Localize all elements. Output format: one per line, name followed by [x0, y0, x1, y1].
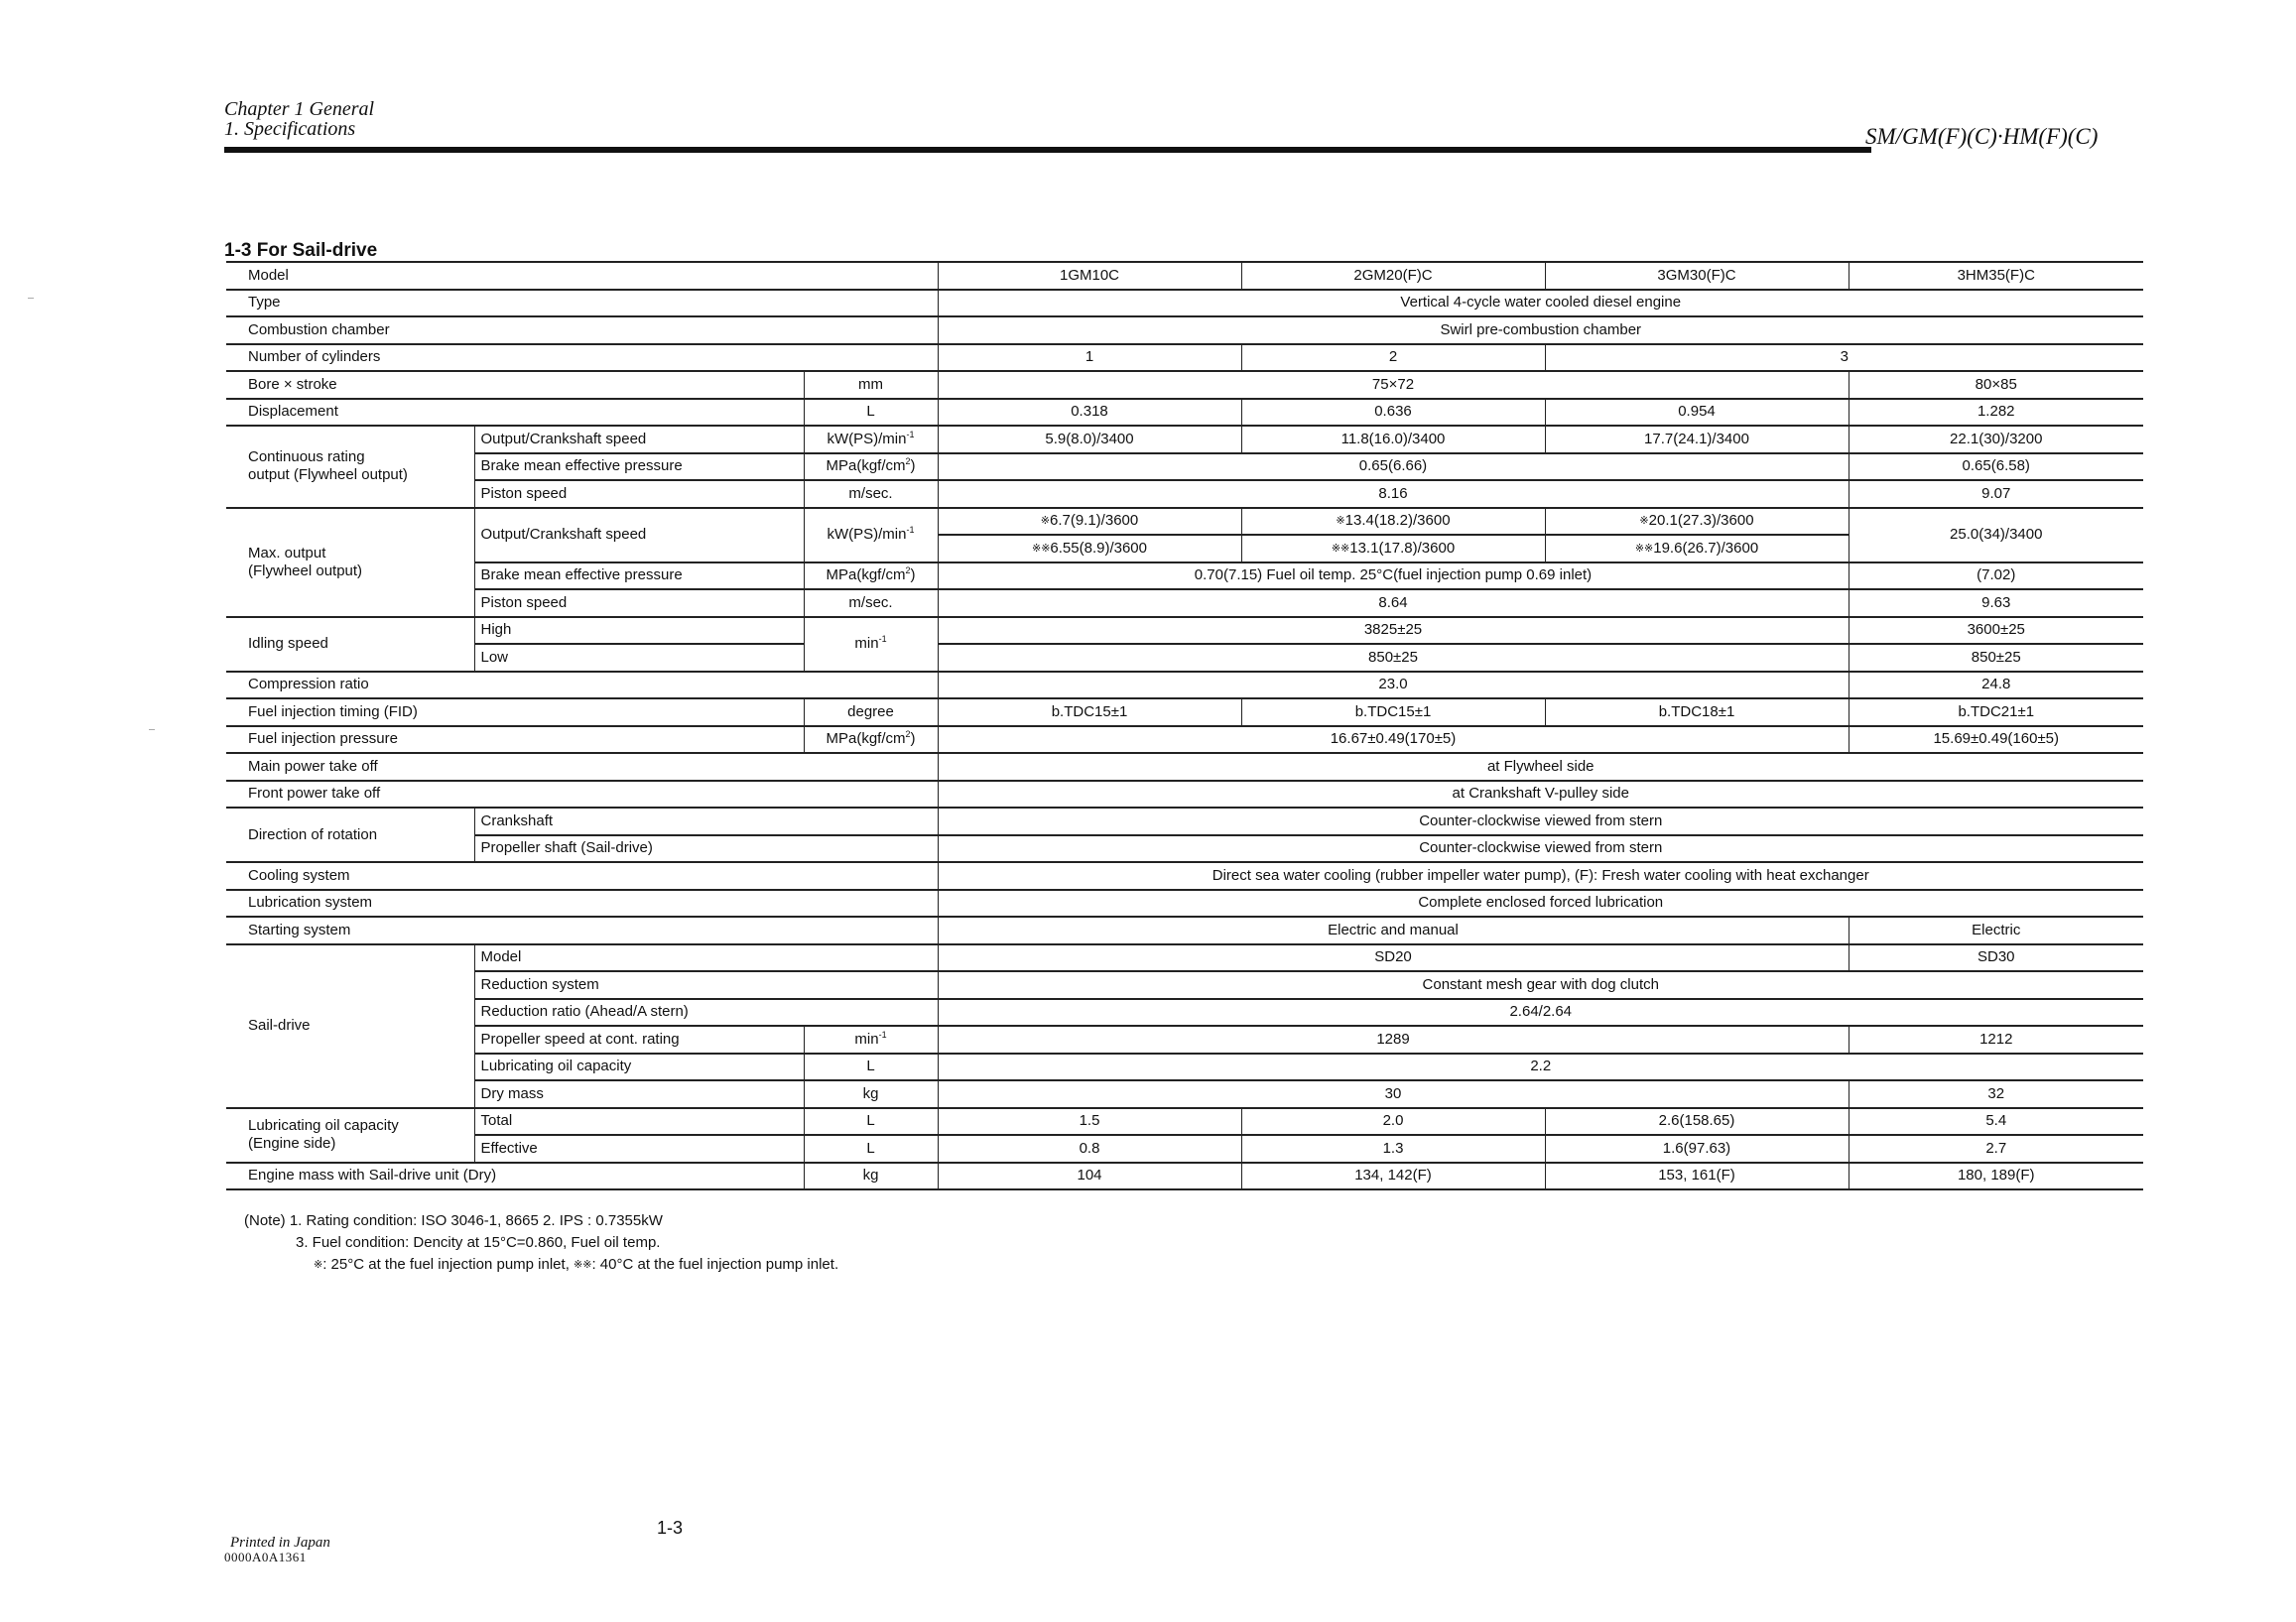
- header-rule: [224, 147, 1871, 153]
- group-label: [226, 1108, 474, 1163]
- chapter-header: [224, 99, 374, 139]
- cell-value: Direct sea water cooling (rubber impeller water pump), (F): Fresh water cooling with heat exchanger: [938, 862, 2143, 890]
- cell-value: Counter-clockwise viewed from stern: [938, 808, 2143, 835]
- table-row: [226, 262, 2143, 290]
- cell-value: at Flywheel side: [938, 753, 2143, 781]
- row-label: Compression ratio: [226, 672, 938, 699]
- group-label: Idling speed: [226, 617, 474, 672]
- cell-value: 80×85: [1849, 371, 2143, 399]
- cell-value: 2.6(158.65): [1545, 1108, 1849, 1136]
- unit: L: [804, 1108, 938, 1136]
- row-label: Combustion chamber: [226, 316, 938, 344]
- sub-label: Output/Crankshaft speed: [474, 426, 804, 453]
- note-line-3: ※: 25°C at the fuel injection pump inlet, ※※: 40°C at the fuel injection pump inlet.: [314, 1256, 839, 1273]
- group-label: [226, 426, 474, 508]
- sub-label: Lubricating oil capacity: [474, 1054, 804, 1081]
- unit: kg: [804, 1080, 938, 1108]
- table-row: [226, 562, 2143, 590]
- group-label: Direction of rotation: [226, 808, 474, 862]
- sub-label: Dry mass: [474, 1080, 804, 1108]
- cell-value: 8.16: [938, 480, 1849, 508]
- table-row: [226, 726, 2143, 754]
- cell-value: 1.3: [1241, 1135, 1545, 1163]
- cell-value: 5.9(8.0)/3400: [938, 426, 1241, 453]
- table-row: [226, 371, 2143, 399]
- cell-value: 1.282: [1849, 399, 2143, 427]
- note-line-2: 3. Fuel condition: Dencity at 15°C=0.860, Fuel oil temp.: [296, 1234, 661, 1251]
- table-row: [226, 316, 2143, 344]
- cell-value: Counter-clockwise viewed from stern: [938, 835, 2143, 863]
- margin-mark: [149, 729, 155, 730]
- cell-value: 104: [938, 1163, 1241, 1190]
- printed-in-label: Printed in Japan: [230, 1535, 330, 1551]
- cell-value: 23.0: [938, 672, 1849, 699]
- sub-label: Reduction system: [474, 971, 938, 999]
- cell-value: Vertical 4-cycle water cooled diesel engine: [938, 290, 2143, 317]
- table-row: [226, 1054, 2143, 1081]
- note-line-1: (Note) 1. Rating condition: ISO 3046-1, 8665 2. IPS : 0.7355kW: [244, 1212, 663, 1229]
- unit: L: [804, 1135, 938, 1163]
- cell-value: 8.64: [938, 589, 1849, 617]
- unit: m/sec.: [804, 480, 938, 508]
- unit: $kW(PS)/\min^{-1}$: [804, 426, 938, 453]
- cell-value: 850±25: [1849, 644, 2143, 672]
- section-heading: 1-3 For Sail-drive: [224, 240, 378, 261]
- table-row: [226, 1163, 2143, 1190]
- unit: $\min^{-1}$: [804, 617, 938, 672]
- cell-value: 9.07: [1849, 480, 2143, 508]
- table-row: [226, 753, 2143, 781]
- cell-value: b.TDC21±1: [1849, 698, 2143, 726]
- cell-value: Constant mesh gear with dog clutch: [938, 971, 2143, 999]
- table-row: [226, 399, 2143, 427]
- unit: $kW(PS)/\min^{-1}$: [804, 508, 938, 562]
- unit: $MPa(kgf/cm^2)$: [804, 453, 938, 481]
- row-label: Engine mass with Sail-drive unit (Dry): [226, 1163, 804, 1190]
- row-label: Starting system: [226, 917, 938, 944]
- sub-label: Brake mean effective pressure: [474, 562, 804, 590]
- sub-label: Piston speed: [474, 480, 804, 508]
- cell-value: 134, 142(F): [1241, 1163, 1545, 1190]
- sub-label: Total: [474, 1108, 804, 1136]
- table-row: [226, 835, 2143, 863]
- table-row: [226, 617, 2143, 645]
- group-label: [226, 508, 474, 617]
- cell-value: 11.8(16.0)/3400: [1241, 426, 1545, 453]
- sub-label: Propeller shaft (Sail-drive): [474, 835, 938, 863]
- table-row: [226, 698, 2143, 726]
- cell-value: 1.5: [938, 1108, 1241, 1136]
- cell-value: Complete enclosed forced lubrication: [938, 890, 2143, 918]
- sub-label: Output/Crankshaft speed: [474, 508, 804, 562]
- row-label: Fuel injection pressure: [226, 726, 804, 754]
- cell-value: 1289: [938, 1026, 1849, 1054]
- sub-label: Piston speed: [474, 589, 804, 617]
- cell-value: (7.02): [1849, 562, 2143, 590]
- unit: mm: [804, 371, 938, 399]
- cell-value: ※※6.55(8.9)/3600: [938, 535, 1241, 562]
- cell-value: 0.636: [1241, 399, 1545, 427]
- cell-value: 75×72: [938, 371, 1849, 399]
- spec-table: [226, 261, 2143, 1190]
- cell-value: Swirl pre-combustion chamber: [938, 316, 2143, 344]
- table-row: [226, 589, 2143, 617]
- cell-value: 1.6(97.63): [1545, 1135, 1849, 1163]
- model-3hm35fc: 3HM35(F)C: [1849, 262, 2143, 290]
- cell-value: 3600±25: [1849, 617, 2143, 645]
- table-row: [226, 426, 2143, 453]
- group-label-line: (Flywheel output): [248, 561, 363, 579]
- cell-value: b.TDC15±1: [938, 698, 1241, 726]
- cell-value: 17.7(24.1)/3400: [1545, 426, 1849, 453]
- row-label: Model: [226, 262, 938, 290]
- row-label: Front power take off: [226, 781, 938, 809]
- sub-label: Effective: [474, 1135, 804, 1163]
- page-number: 1-3: [657, 1518, 684, 1538]
- cell-value: ※※19.6(26.7)/3600: [1545, 535, 1849, 562]
- cell-value: 0.70(7.15) Fuel oil temp. 25°C(fuel injection pump 0.69 inlet): [938, 562, 1849, 590]
- unit: $MPa(kgf/cm^2)$: [804, 726, 938, 754]
- unit: m/sec.: [804, 589, 938, 617]
- cell-value: 0.318: [938, 399, 1241, 427]
- table-row: [226, 672, 2143, 699]
- cell-value: ※6.7(9.1)/3600: [938, 508, 1241, 536]
- row-label: Lubrication system: [226, 890, 938, 918]
- table-row: [226, 890, 2143, 918]
- group-label-line: Continuous rating: [248, 448, 365, 466]
- cell-value: 3825±25: [938, 617, 1849, 645]
- cell-value: 32: [1849, 1080, 2143, 1108]
- table-row: [226, 1080, 2143, 1108]
- cell-value: Electric: [1849, 917, 2143, 944]
- cell-value: ※※13.1(17.8)/3600: [1241, 535, 1545, 562]
- cell-value: 153, 161(F): [1545, 1163, 1849, 1190]
- cell-value: 30: [938, 1080, 1849, 1108]
- table-row: [226, 944, 2143, 972]
- document-code: 0000A0A1361: [224, 1550, 307, 1564]
- cell-value: 0.65(6.58): [1849, 453, 2143, 481]
- cell-value: 16.67±0.49(170±5): [938, 726, 1849, 754]
- unit: degree: [804, 698, 938, 726]
- sub-label: Propeller speed at cont. rating: [474, 1026, 804, 1054]
- cell-value: ※20.1(27.3)/3600: [1545, 508, 1849, 536]
- cell-value: 25.0(34)/3400: [1849, 508, 2143, 562]
- table-row: [226, 644, 2143, 672]
- table-row: [226, 999, 2143, 1027]
- group-label: Sail-drive: [226, 944, 474, 1108]
- cell-value: 1212: [1849, 1026, 2143, 1054]
- cell-value: 22.1(30)/3200: [1849, 426, 2143, 453]
- table-row: [226, 290, 2143, 317]
- cell-value: SD20: [938, 944, 1849, 972]
- group-label-line: (Engine side): [248, 1135, 336, 1152]
- cell-value: 24.8: [1849, 672, 2143, 699]
- row-label: Bore × stroke: [226, 371, 804, 399]
- cell-value: 9.63: [1849, 589, 2143, 617]
- row-label: Number of cylinders: [226, 344, 938, 372]
- cell-value: 180, 189(F): [1849, 1163, 2143, 1190]
- group-label-line: Max. output: [248, 544, 326, 561]
- group-label-line: output (Flywheel output): [248, 466, 408, 484]
- cell-value: SD30: [1849, 944, 2143, 972]
- cell-value: 15.69±0.49(160±5): [1849, 726, 2143, 754]
- chapter-title: Chapter 1 General: [224, 98, 375, 120]
- cell-value: 850±25: [938, 644, 1849, 672]
- models-banner: SM/GM(F)(C)·HM(F)(C): [1865, 124, 2099, 149]
- margin-mark: [28, 298, 34, 299]
- unit: L: [804, 1054, 938, 1081]
- table-row: [226, 808, 2143, 835]
- row-label: Main power take off: [226, 753, 938, 781]
- cell-value: 0.65(6.66): [938, 453, 1849, 481]
- table-row: [226, 781, 2143, 809]
- table-row: [226, 917, 2143, 944]
- unit: L: [804, 399, 938, 427]
- cell-value: 5.4: [1849, 1108, 2143, 1136]
- cell-value: 2.2: [938, 1054, 2143, 1081]
- cell-value: 3: [1545, 344, 2143, 372]
- cell-value: 2.64/2.64: [938, 999, 2143, 1027]
- notes: [244, 1210, 838, 1276]
- unit: $\min^{-1}$: [804, 1026, 938, 1054]
- table-row: [226, 971, 2143, 999]
- cell-value: 1: [938, 344, 1241, 372]
- cell-value: 0.8: [938, 1135, 1241, 1163]
- cell-value: b.TDC18±1: [1545, 698, 1849, 726]
- row-label: Fuel injection timing (FID): [226, 698, 804, 726]
- sub-label: Model: [474, 944, 938, 972]
- sub-label: Low: [474, 644, 804, 672]
- cell-value: b.TDC15±1: [1241, 698, 1545, 726]
- sub-label: Reduction ratio (Ahead/A stern): [474, 999, 938, 1027]
- unit: kg: [804, 1163, 938, 1190]
- model-3gm30fc: 3GM30(F)C: [1545, 262, 1849, 290]
- cell-value: 0.954: [1545, 399, 1849, 427]
- unit: $MPa(kgf/cm^2)$: [804, 562, 938, 590]
- cell-value: at Crankshaft V-pulley side: [938, 781, 2143, 809]
- table-row: [226, 508, 2143, 536]
- table-row: [226, 862, 2143, 890]
- cell-value: 2.0: [1241, 1108, 1545, 1136]
- table-row: [226, 480, 2143, 508]
- model-1gm10c: 1GM10C: [938, 262, 1241, 290]
- table-row: [226, 344, 2143, 372]
- row-label: Displacement: [226, 399, 804, 427]
- row-label: Cooling system: [226, 862, 938, 890]
- model-2gm20fc: 2GM20(F)C: [1241, 262, 1545, 290]
- cell-value: 2: [1241, 344, 1545, 372]
- sub-label: Brake mean effective pressure: [474, 453, 804, 481]
- table-row: [226, 1026, 2143, 1054]
- cell-value: Electric and manual: [938, 917, 1849, 944]
- sub-label: High: [474, 617, 804, 645]
- cell-value: 2.7: [1849, 1135, 2143, 1163]
- cell-value: ※13.4(18.2)/3600: [1241, 508, 1545, 536]
- section-title-header: 1. Specifications: [224, 118, 356, 140]
- table-row: [226, 453, 2143, 481]
- sub-label: Crankshaft: [474, 808, 938, 835]
- group-label-line: Lubricating oil capacity: [248, 1117, 399, 1134]
- table-row: [226, 1135, 2143, 1163]
- table-row: [226, 1108, 2143, 1136]
- row-label: Type: [226, 290, 938, 317]
